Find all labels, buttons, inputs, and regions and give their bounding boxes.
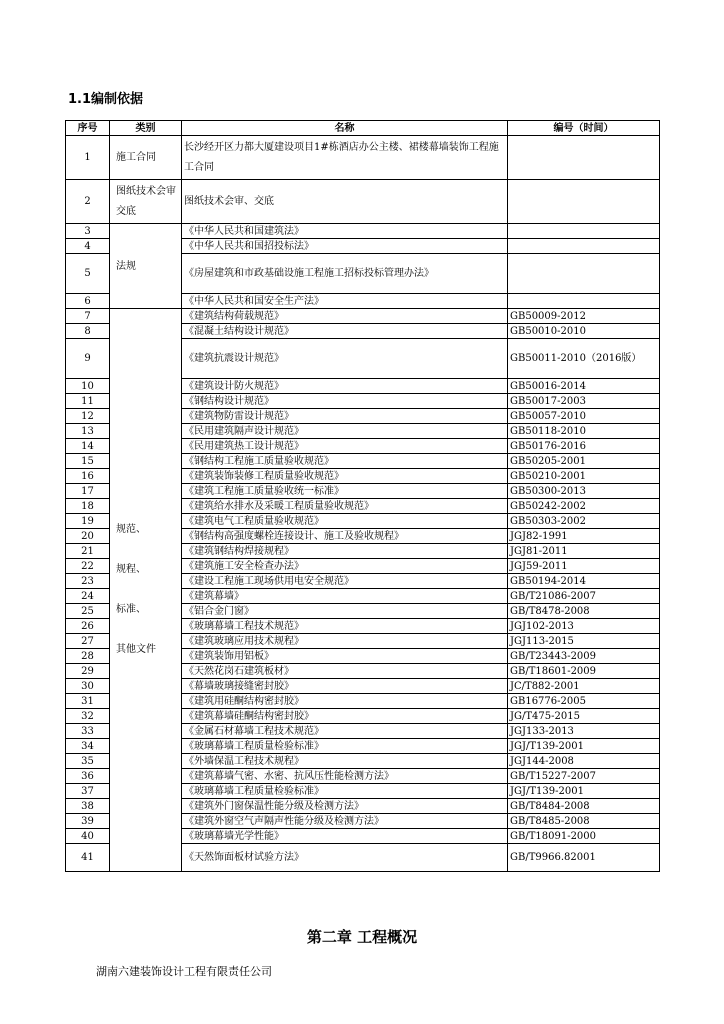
document-code: GB16776-2005	[508, 694, 660, 709]
row-number: 7	[66, 309, 110, 324]
row-number: 30	[66, 679, 110, 694]
document-name: 《建筑幕墙硅酮结构密封胶》	[182, 709, 508, 724]
row-number: 27	[66, 634, 110, 649]
row-number: 18	[66, 499, 110, 514]
row-number: 36	[66, 769, 110, 784]
document-name: 《建筑装饰装修工程质量验收规范》	[182, 469, 508, 484]
document-code: GB50057-2010	[508, 409, 660, 424]
document-code: JGJ/T139-2001	[508, 784, 660, 799]
row-number: 37	[66, 784, 110, 799]
document-name: 《钢结构设计规范》	[182, 394, 508, 409]
document-name: 《建筑施工安全检查办法》	[182, 559, 508, 574]
document-code: GB50205-2001	[508, 454, 660, 469]
document-name: 长沙经开区力都大厦建设项目1#栋酒店办公主楼、裙楼幕墙装饰工程施工合同	[182, 136, 508, 180]
row-number: 31	[66, 694, 110, 709]
document-name: 《中华人民共和国建筑法》	[182, 224, 508, 239]
document-name: 《建筑钢结构焊接规程》	[182, 544, 508, 559]
row-number: 4	[66, 239, 110, 254]
row-number: 13	[66, 424, 110, 439]
document-name: 《建筑幕墙气密、水密、抗风压性能检测方法》	[182, 769, 508, 784]
document-code: GB50303-2002	[508, 514, 660, 529]
footer-company: 湖南六建装饰设计工程有限责任公司	[96, 965, 272, 978]
row-number: 16	[66, 469, 110, 484]
document-code: GB50300-2013	[508, 484, 660, 499]
row-number: 3	[66, 224, 110, 239]
header-no: 序号	[66, 121, 110, 136]
row-number: 21	[66, 544, 110, 559]
document-name: 《建筑用硅酮结构密封胶》	[182, 694, 508, 709]
document-name: 《天然饰面板材试验方法》	[182, 844, 508, 872]
document-code: JGJ144-2008	[508, 754, 660, 769]
document-code: GB/T8485-2008	[508, 814, 660, 829]
document-name: 《建设工程施工现场供用电安全规范》	[182, 574, 508, 589]
category-line: 规程、	[116, 564, 146, 575]
row-number: 25	[66, 604, 110, 619]
row-number: 38	[66, 799, 110, 814]
table-row	[66, 309, 660, 324]
document-name: 《建筑幕墙》	[182, 589, 508, 604]
document-name: 《玻璃幕墙工程质量检验标准》	[182, 739, 508, 754]
document-code	[508, 239, 660, 254]
category-line: 规范、	[116, 524, 146, 535]
row-number: 5	[66, 254, 110, 294]
row-number: 40	[66, 829, 110, 844]
document-name: 《金属石材幕墙工程技术规范》	[182, 724, 508, 739]
table-body	[66, 136, 660, 872]
document-code: JGJ/T139-2001	[508, 739, 660, 754]
row-number: 39	[66, 814, 110, 829]
row-number: 2	[66, 180, 110, 224]
document-code: GB/T21086-2007	[508, 589, 660, 604]
document-code: JG/T475-2015	[508, 709, 660, 724]
row-number: 28	[66, 649, 110, 664]
document-name: 《建筑设计防火规范》	[182, 379, 508, 394]
document-code: GB/T15227-2007	[508, 769, 660, 784]
document-code: JC/T882-2001	[508, 679, 660, 694]
document-code: GB/T18091-2000	[508, 829, 660, 844]
category-cell: 图纸技术会审交底	[110, 180, 182, 224]
header-category: 类别	[110, 121, 182, 136]
row-number: 32	[66, 709, 110, 724]
document-code: JGJ82-1991	[508, 529, 660, 544]
document-code: JGJ59-2011	[508, 559, 660, 574]
table-header-row	[66, 121, 660, 136]
row-number: 8	[66, 324, 110, 339]
row-number: 29	[66, 664, 110, 679]
row-number: 41	[66, 844, 110, 872]
section-title: 1.1编制依据	[68, 92, 144, 107]
document-name: 《建筑工程施工质量验收统一标准》	[182, 484, 508, 499]
document-name: 《幕墙玻璃接缝密封胶》	[182, 679, 508, 694]
header-code: 编号（时间）	[508, 121, 660, 136]
category-cell: 施工合同	[110, 136, 182, 180]
document-name: 《建筑装饰用铝板》	[182, 649, 508, 664]
chapter-title: 第二章 工程概况	[306, 928, 418, 946]
row-number: 34	[66, 739, 110, 754]
document-name: 《玻璃幕墙光学性能》	[182, 829, 508, 844]
row-number: 23	[66, 574, 110, 589]
row-number: 26	[66, 619, 110, 634]
row-number: 14	[66, 439, 110, 454]
document-name: 《建筑物防雷设计规范》	[182, 409, 508, 424]
document-name: 《混凝土结构设计规范》	[182, 324, 508, 339]
category-cell	[110, 309, 182, 872]
document-code: GB/T9966.82001	[508, 844, 660, 872]
header-name: 名称	[182, 121, 508, 136]
document-code: GB/T23443-2009	[508, 649, 660, 664]
table-row	[66, 180, 660, 224]
row-number: 15	[66, 454, 110, 469]
document-code: GB50010-2010	[508, 324, 660, 339]
document-name: 《中华人民共和国安全生产法》	[182, 294, 508, 309]
row-number: 11	[66, 394, 110, 409]
row-number: 1	[66, 136, 110, 180]
document-name: 《建筑抗震设计规范》	[182, 339, 508, 379]
document-code: GB50242-2002	[508, 499, 660, 514]
document-name: 《中华人民共和国招投标法》	[182, 239, 508, 254]
row-number: 17	[66, 484, 110, 499]
document-code: GB50011-2010（2016版）	[508, 339, 660, 379]
row-number: 20	[66, 529, 110, 544]
document-name: 《外墙保温工程技术规程》	[182, 754, 508, 769]
row-number: 19	[66, 514, 110, 529]
row-number: 35	[66, 754, 110, 769]
document-code: GB50176-2016	[508, 439, 660, 454]
document-code: GB50194-2014	[508, 574, 660, 589]
document-code: GB50009-2012	[508, 309, 660, 324]
basis-table	[65, 120, 660, 872]
document-code: GB50118-2010	[508, 424, 660, 439]
document-name: 《建筑外窗空气声隔声性能分级及检测方法》	[182, 814, 508, 829]
category-cell: 法规	[110, 224, 182, 309]
document-name: 《玻璃幕墙工程质量检验标准》	[182, 784, 508, 799]
row-number: 24	[66, 589, 110, 604]
document-code: JGJ133-2013	[508, 724, 660, 739]
document-code: JGJ81-2011	[508, 544, 660, 559]
document-name: 《钢结构工程施工质量验收规范》	[182, 454, 508, 469]
document-name: 《建筑给水排水及采暖工程质量验收规范》	[182, 499, 508, 514]
document-name: 《建筑外门窗保温性能分级及检测方法》	[182, 799, 508, 814]
document-name: 图纸技术会审、交底	[182, 180, 508, 224]
document-name: 《建筑电气工程质量验收规范》	[182, 514, 508, 529]
category-line: 标准、	[116, 604, 146, 615]
document-code: JGJ113-2015	[508, 634, 660, 649]
document-code	[508, 180, 660, 224]
document-name: 《建筑玻璃应用技术规程》	[182, 634, 508, 649]
document-code	[508, 224, 660, 239]
document-code	[508, 294, 660, 309]
document-code: GB/T18601-2009	[508, 664, 660, 679]
row-number: 9	[66, 339, 110, 379]
document-code	[508, 136, 660, 180]
document-name: 《天然花岗石建筑板材》	[182, 664, 508, 679]
document-code: GB50017-2003	[508, 394, 660, 409]
document-code: GB50210-2001	[508, 469, 660, 484]
row-number: 10	[66, 379, 110, 394]
document-name: 《民用建筑热工设计规范》	[182, 439, 508, 454]
row-number: 33	[66, 724, 110, 739]
row-number: 12	[66, 409, 110, 424]
document-name: 《民用建筑隔声设计规范》	[182, 424, 508, 439]
document-code: GB/T8478-2008	[508, 604, 660, 619]
document-code: GB/T8484-2008	[508, 799, 660, 814]
document-name: 《建筑结构荷载规范》	[182, 309, 508, 324]
row-number: 22	[66, 559, 110, 574]
document-name: 《玻璃幕墙工程技术规范》	[182, 619, 508, 634]
document-code: GB50016-2014	[508, 379, 660, 394]
category-line: 其他文件	[116, 644, 156, 655]
document-name: 《钢结构高强度螺栓连接设计、施工及验收规程》	[182, 529, 508, 544]
table-row	[66, 224, 660, 239]
document-name: 《房屋建筑和市政基础设施工程施工招标投标管理办法》	[182, 254, 508, 294]
document-code	[508, 254, 660, 294]
document-code: JGJ102-2013	[508, 619, 660, 634]
row-number: 6	[66, 294, 110, 309]
table-row	[66, 136, 660, 180]
document-name: 《铝合金门窗》	[182, 604, 508, 619]
